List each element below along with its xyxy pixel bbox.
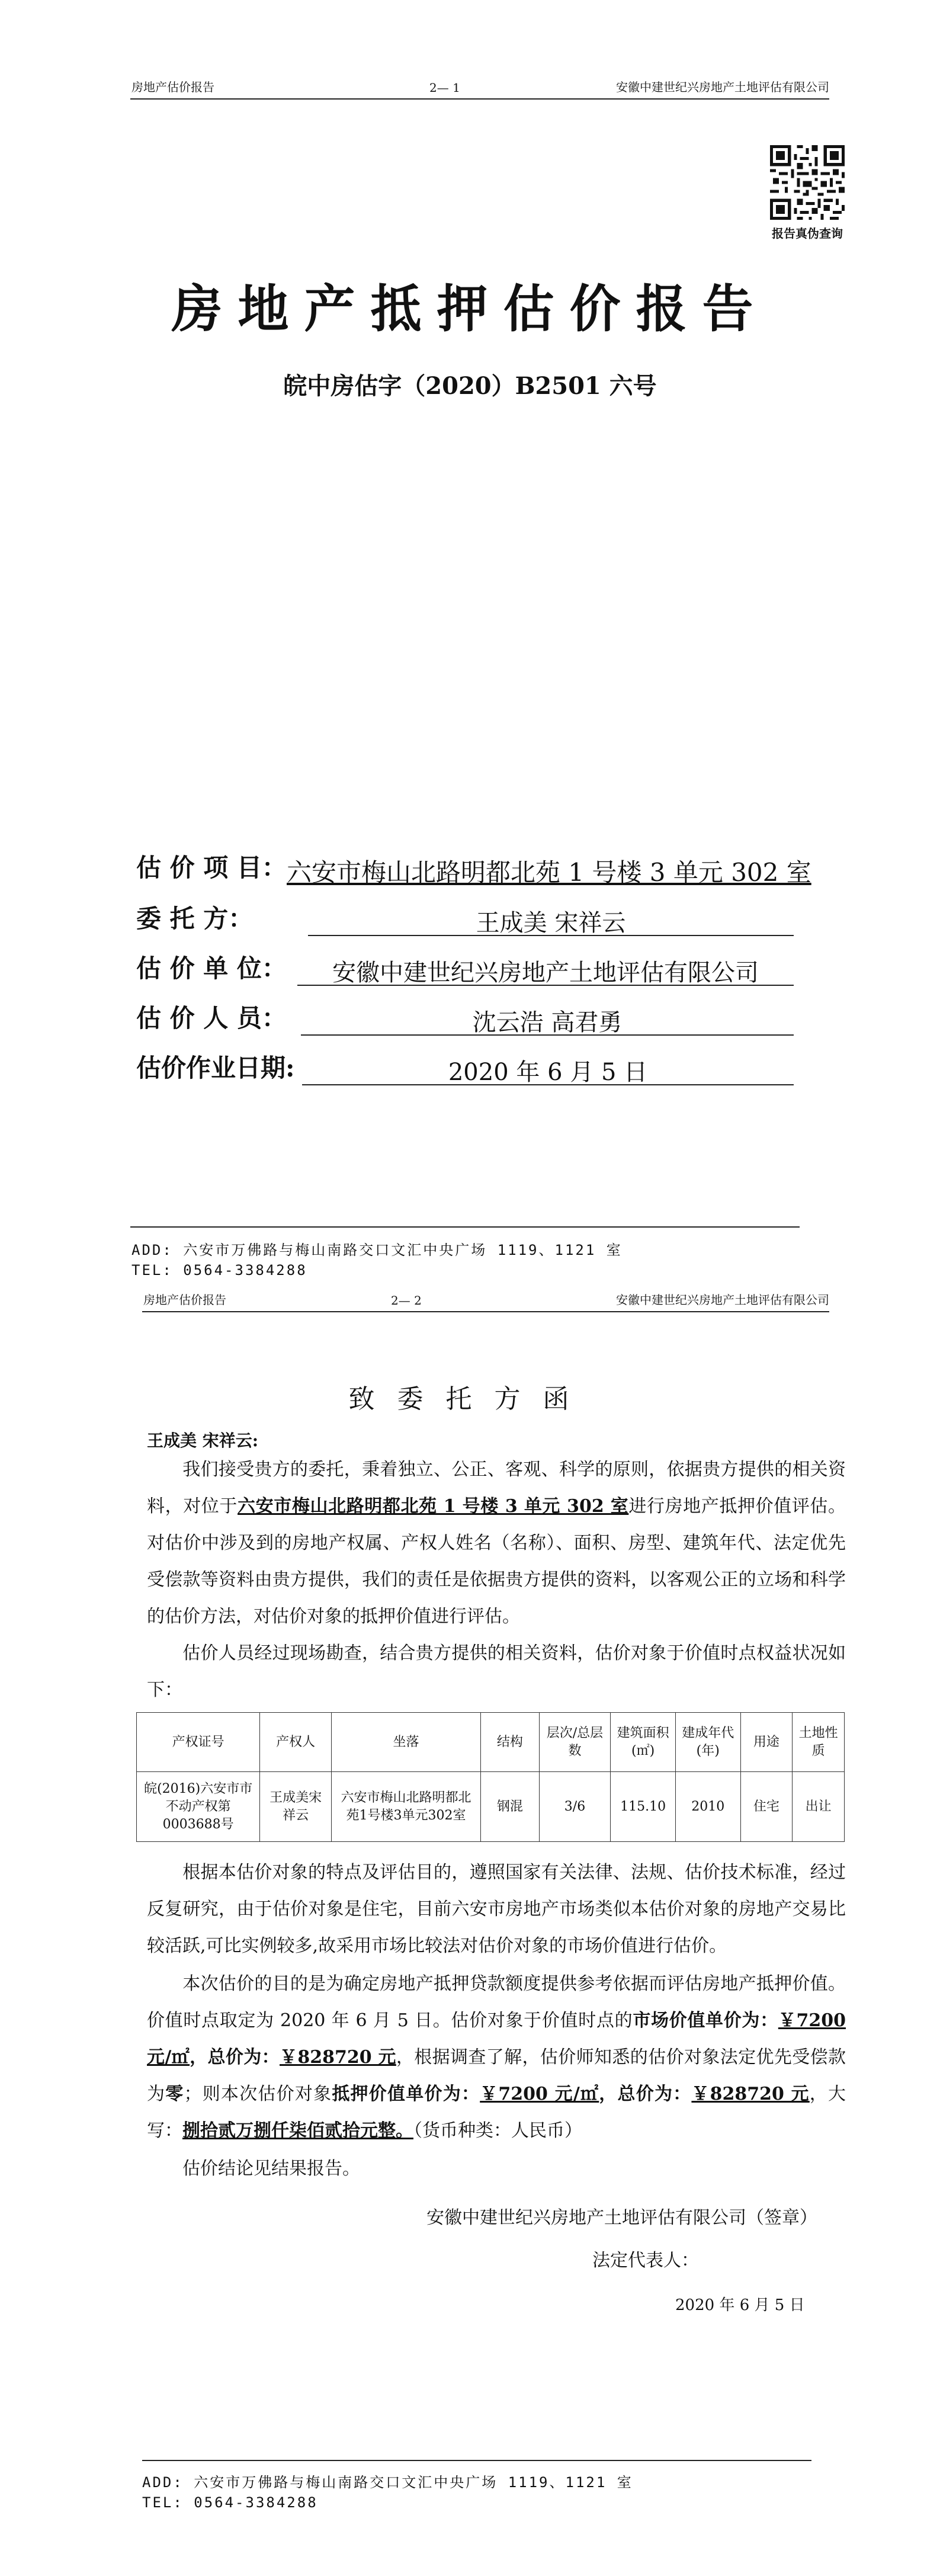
- table-header-cell: 结构: [481, 1713, 540, 1772]
- mortgage-total-price: ￥828720 元: [691, 2084, 810, 2104]
- table-cell: 3/6: [539, 1772, 611, 1842]
- info-row-date: [136, 1052, 823, 1088]
- amount-in-words: 捌拾贰万捌仟柒佰贰拾元整。: [182, 2120, 413, 2141]
- footer-divider: [130, 1226, 800, 1228]
- table-cell: 2010: [675, 1772, 740, 1842]
- paragraph-engagement: 我们接受贵方的委托，秉着独立、公正、客观、科学的原则，依据贵方提供的相关资料，对位于六安市梅山北路明都北苑 1 号楼 3 单元 302 室进行房地产抵押价值评估。对估价中涉及到的房地产权属、产权人姓名（名称）、面积、房型、建筑年代、法定优先受偿款等资料由贵方提供，我们的责任是依据贵方提供的资料，以客观公正的立场和科学的估价方法，对估价对象的抵押价值进行评估。: [147, 1459, 846, 1627]
- table-cell: 115.10: [611, 1772, 676, 1842]
- qr-caption: 报告真伪查询: [772, 226, 843, 241]
- info-row-client: [136, 903, 823, 938]
- qr-code-icon[interactable]: [770, 145, 845, 220]
- signature-date: 2020 年 6 月 5 日: [675, 2296, 805, 2314]
- signature-company: 安徽中建世纪兴房地产土地评估有限公司（签章）: [426, 2207, 817, 2228]
- table-header-cell: 土地性质: [793, 1713, 845, 1772]
- header-doc-type: 房地产估价报告: [131, 80, 214, 94]
- header-doc-type: 房地产估价报告: [143, 1293, 226, 1307]
- mortgage-unit-price: ￥7200 元/㎡: [480, 2084, 599, 2104]
- header-page-number: 2— 1: [429, 81, 460, 95]
- info-label: 估 价 单 位：: [136, 954, 287, 983]
- paragraph-valuation-result: 本次估价的目的是为确定房地产抵押贷款额度提供参考依据而评估房地产抵押价值。价值时点取定为 2020 年 6 月 5 日。估价对象于价值时点的市场价值单价为：￥7200 元/㎡，总价为：￥828720 元，根据调查了解，估价师知悉的估价对象法定优先受偿款为零；则本次估价对象抵押价值单价为：￥7200 元/㎡，总价为：￥828720 元，大写：捌拾贰万捌仟柒佰贰拾元整。（货币种类：人民币）: [147, 1973, 846, 2141]
- market-total-price: ￥828720 元: [280, 2047, 396, 2068]
- report-number: 皖中房估字（2020）B2501 六号: [283, 372, 657, 400]
- info-value-date: 2020 年 6 月 5 日: [302, 1053, 794, 1085]
- info-row-appraiser-company: [136, 953, 823, 988]
- signature-representative: 法定代表人：: [592, 2250, 699, 2271]
- paragraph-method: 根据本估价对象的特点及评估目的，遵照国家有关法律、法规、估价技术标准，经过反复研究，由于估价对象是住宅，目前六安市房地产市场类似本估价对象的房地产交易比较活跃,可比实例较多,故采用市场比较法对估价对象的市场价值进行估价。: [147, 1862, 846, 1956]
- table-header-cell: 建成年代(年): [675, 1713, 740, 1772]
- footer-tel: TEL: 0564-3384288: [142, 2494, 318, 2511]
- market-unit-price: ￥7200 元/㎡: [147, 2010, 846, 2068]
- table-header-cell: 建筑面积(㎡): [611, 1713, 676, 1772]
- info-label: 委 托 方：: [136, 904, 254, 933]
- property-rights-table: [136, 1712, 845, 1842]
- info-label: 估 价 人 员：: [136, 1004, 287, 1033]
- table-cell: 六安市梅山北路明都北苑1号楼3单元302室: [331, 1772, 480, 1842]
- report-title: 房地产抵押估价报告: [171, 279, 769, 339]
- table-cell: 王成美宋祥云: [260, 1772, 332, 1842]
- footer-address: ADD: 六安市万佛路与梅山南路交口文汇中央广场 1119、1121 室: [131, 1242, 623, 1258]
- property-address: 六安市梅山北路明都北苑 1 号楼 3 单元 302 室: [238, 1496, 629, 1517]
- header-company: 安徽中建世纪兴房地产土地评估有限公司: [616, 1293, 829, 1307]
- info-label: 估 价 项 目：: [136, 853, 287, 882]
- page2-header: [142, 1289, 829, 1312]
- page1-header: [130, 76, 829, 100]
- footer-tel: TEL: 0564-3384288: [131, 1262, 307, 1279]
- table-header-cell: 层次/总层数: [539, 1713, 611, 1772]
- salutation: 王成美 宋祥云:: [147, 1431, 259, 1450]
- table-cell: 皖(2016)六安市市不动产权第0003688号: [137, 1772, 260, 1842]
- table-header-cell: 产权证号: [137, 1713, 260, 1772]
- table-cell: 住宅: [740, 1772, 793, 1842]
- header-page-number: 2— 2: [391, 1293, 422, 1308]
- table-cell: 钢混: [481, 1772, 540, 1842]
- letter-title: 致委托方函: [348, 1384, 592, 1414]
- info-value-project: 六安市梅山北路明都北苑 1 号楼 3 单元 302 室: [287, 858, 811, 887]
- table-cell: 出让: [793, 1772, 845, 1842]
- table-header-row: [137, 1713, 845, 1772]
- header-company: 安徽中建世纪兴房地产土地评估有限公司: [616, 80, 829, 94]
- info-row-appraisers: [136, 1002, 823, 1038]
- info-value-company: 安徽中建世纪兴房地产土地评估有限公司: [297, 954, 794, 986]
- info-value-appraisers: 沈云浩 高君勇: [301, 1004, 794, 1036]
- paragraph-inspection: 估价人员经过现场勘查，结合贵方提供的相关资料，估价对象于价值时点权益状况如下：: [147, 1643, 846, 1700]
- footer-address: ADD: 六安市万佛路与梅山南路交口文汇中央广场 1119、1121 室: [142, 2474, 633, 2491]
- info-row-project: [136, 852, 823, 887]
- table-row: [137, 1772, 845, 1842]
- table-header-cell: 产权人: [260, 1713, 332, 1772]
- table-header-cell: 用途: [740, 1713, 793, 1772]
- table-header-cell: 坐落: [331, 1713, 480, 1772]
- info-label: 估价作业日期:: [136, 1053, 295, 1082]
- paragraph-conclusion: 估价结论见结果报告。: [182, 2158, 360, 2179]
- info-value-client: 王成美 宋祥云: [308, 904, 794, 936]
- footer-divider: [142, 2460, 811, 2461]
